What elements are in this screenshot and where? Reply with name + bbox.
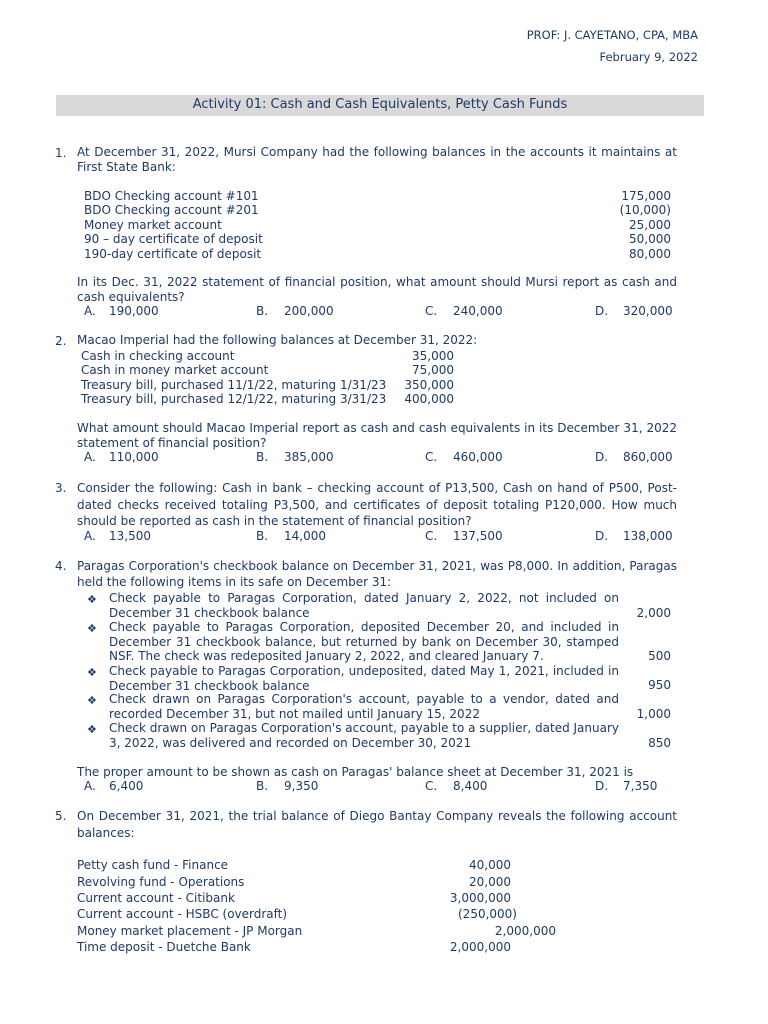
q2-item-label: Cash in money market account: [81, 363, 269, 377]
diamond-bullet-icon: ❖: [87, 694, 97, 707]
q1-stem: At December 31, 2022, Mursi Company had the following balances in the accounts it maintains at First State Bank:: [77, 145, 677, 174]
q4-choice-b-letter: B.: [256, 779, 269, 793]
q2-item-amount: 35,000: [412, 349, 454, 363]
q5-item-amount: (250,000): [458, 907, 517, 921]
q4-item-text: Check payable to Paragas Corporation, deposited December 20, and included in December 31 checkbook balance, but returned by bank on December 30, stamped NSF. The check was redeposited January 2, 2022, and cleared January 7.: [109, 620, 619, 663]
q3-choice-a-letter: A.: [84, 529, 96, 543]
q2-choice-c-letter: C.: [425, 450, 438, 464]
q3-choice-a-value: 13,500: [109, 529, 151, 543]
q2-item-label: Treasury bill, purchased 12/1/22, maturing 3/31/23: [81, 392, 387, 406]
q1-item-label: Money market account: [84, 218, 222, 232]
q4-item-amount: 950: [648, 678, 671, 692]
q4-item-amount: 2,000: [636, 606, 671, 620]
q3-choice-b-value: 14,000: [284, 529, 326, 543]
q1-choice-a-letter: A.: [84, 304, 96, 318]
q1-choice-c-letter: C.: [425, 304, 438, 318]
q5-stem: On December 31, 2021, the trial balance of Diego Bantay Company reveals the following account balances:: [77, 809, 677, 840]
q2-choice-c-value: 460,000: [453, 450, 503, 464]
document-date: February 9, 2022: [599, 50, 698, 64]
q1-item-amount: 175,000: [621, 189, 671, 203]
q4-choice-c-letter: C.: [425, 779, 438, 793]
q2-choice-d-value: 860,000: [623, 450, 673, 464]
q3-choice-d-value: 138,000: [623, 529, 673, 543]
q4-choice-a-letter: A.: [84, 779, 96, 793]
q3-choice-d-letter: D.: [595, 529, 609, 543]
q3-choice-c-letter: C.: [425, 529, 438, 543]
q5-item-label: Revolving fund - Operations: [77, 875, 245, 889]
q3-choice-b-letter: B.: [256, 529, 269, 543]
q4-item-text: Check drawn on Paragas Corporation's account, payable to a vendor, dated and recorded December 31, but not mailed until January 15, 2022: [109, 692, 619, 721]
q4-item-amount: 850: [648, 736, 671, 750]
q4-item-text: Check drawn on Paragas Corporation's account, payable to a supplier, dated January 3, 2022, was delivered and recorded on December 30, 2021: [109, 721, 619, 750]
q1-item-amount: 50,000: [629, 232, 671, 246]
q1-choice-b-letter: B.: [256, 304, 269, 318]
q5-item-label: Petty cash fund - Finance: [77, 858, 229, 872]
q4-choice-c-value: 8,400: [453, 779, 488, 793]
q1-item-amount: 25,000: [629, 218, 671, 232]
q1-item-label: 90 – day certificate of deposit: [84, 232, 263, 246]
q2-item-amount: 75,000: [412, 363, 454, 377]
q5-number: 5.: [55, 809, 67, 823]
q3-stem: Consider the following: Cash in bank – checking account of P13,500, Cash on hand of P500, Post-dated checks received totaling P3,500, and certificates of deposit totaling P120,000. How much should be reported as cash in the statement of financial position?: [77, 481, 677, 528]
q5-item-label: Time deposit - Duetche Bank: [77, 940, 251, 954]
q1-item-amount: (10,000): [619, 203, 671, 217]
diamond-bullet-icon: ❖: [87, 666, 97, 679]
q1-choice-a-value: 190,000: [109, 304, 159, 318]
q4-item-text: Check payable to Paragas Corporation, undeposited, dated May 1, 2021, included in December 31 checkbook balance: [109, 664, 619, 693]
q1-item-label: BDO Checking account #101: [84, 189, 259, 203]
q4-choice-d-value: 7,350: [623, 779, 658, 793]
q5-item-amount: 2,000,000: [494, 924, 556, 938]
q1-choice-d-letter: D.: [595, 304, 609, 318]
title-banner: [56, 95, 704, 116]
q1-item-label: 190-day certificate of deposit: [84, 247, 262, 261]
q1-choice-d-value: 320,000: [623, 304, 673, 318]
q4-stem: Paragas Corporation's checkbook balance on December 31, 2021, was P8,000. In addition, Paragas held the following items in its safe on December 31:: [77, 559, 677, 589]
q1-question: In its Dec. 31, 2022 statement of financial position, what amount should Mursi report as cash and cash equivalents?: [77, 275, 677, 304]
q4-item-text: Check payable to Paragas Corporation, dated January 2, 2022, not included on December 31 checkbook balance: [109, 591, 619, 620]
q2-number: 2.: [55, 334, 67, 348]
q2-item-label: Cash in checking account: [81, 349, 235, 363]
q2-choice-a-value: 110,000: [109, 450, 159, 464]
q4-question: The proper amount to be shown as cash on Paragas' balance sheet at December 31, 2021 is: [77, 765, 634, 779]
q2-choice-a-letter: A.: [84, 450, 96, 464]
q2-choice-d-letter: D.: [595, 450, 609, 464]
q5-item-amount: 20,000: [469, 875, 511, 889]
q2-item-label: Treasury bill, purchased 11/1/22, maturing 1/31/23: [81, 378, 387, 392]
q2-choice-b-value: 385,000: [284, 450, 334, 464]
q5-item-label: Current account - HSBC (overdraft): [77, 907, 288, 921]
q4-choice-a-value: 6,400: [109, 779, 144, 793]
q1-item-label: BDO Checking account #201: [84, 203, 259, 217]
q2-question: What amount should Macao Imperial report as cash and cash equivalents in its December 31, 2022 statement of financial position?: [77, 421, 677, 450]
q1-choice-c-value: 240,000: [453, 304, 503, 318]
q4-choice-b-value: 9,350: [284, 779, 319, 793]
diamond-bullet-icon: ❖: [87, 723, 97, 736]
q4-choice-d-letter: D.: [595, 779, 609, 793]
q1-choice-b-value: 200,000: [284, 304, 334, 318]
q3-number: 3.: [55, 481, 67, 495]
q5-item-label: Money market placement - JP Morgan: [77, 924, 303, 938]
activity-title: Activity 01: Cash and Cash Equivalents, Petty Cash Funds: [192, 97, 568, 112]
q2-stem: Macao Imperial had the following balances at December 31, 2022:: [77, 333, 478, 347]
q5-item-label: Current account - Citibank: [77, 891, 235, 905]
professor-name: PROF: J. CAYETANO, CPA, MBA: [526, 28, 698, 42]
q5-item-amount: 2,000,000: [449, 940, 511, 954]
q2-item-amount: 350,000: [404, 378, 454, 392]
diamond-bullet-icon: ❖: [87, 622, 97, 635]
q4-item-amount: 500: [648, 649, 671, 663]
q5-item-amount: 3,000,000: [449, 891, 511, 905]
q4-number: 4.: [55, 559, 67, 573]
q3-choice-c-value: 137,500: [453, 529, 503, 543]
diamond-bullet-icon: ❖: [87, 593, 97, 606]
q2-item-amount: 400,000: [404, 392, 454, 406]
q2-choice-b-letter: B.: [256, 450, 269, 464]
q1-number: 1.: [55, 146, 67, 160]
q1-item-amount: 80,000: [629, 247, 671, 261]
q5-item-amount: 40,000: [469, 858, 511, 872]
q4-item-amount: 1,000: [636, 707, 671, 721]
